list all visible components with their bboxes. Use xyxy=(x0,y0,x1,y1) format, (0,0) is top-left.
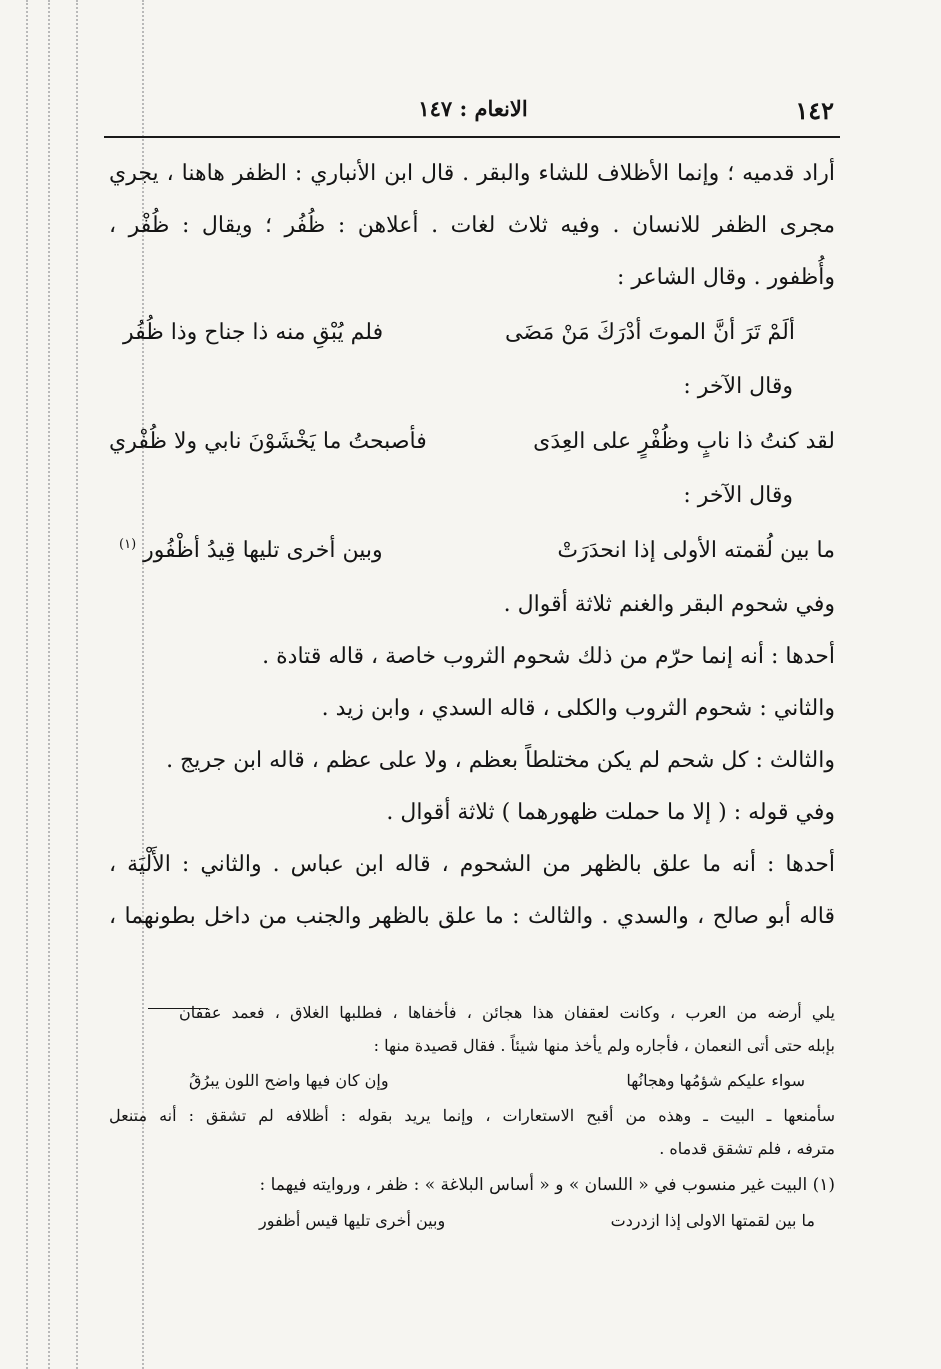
verse-first-hemistich: ألَمْ تَرَ أنَّ الموتَ أدْرَكَ مَنْ مَضَى xyxy=(505,320,795,345)
verse-line xyxy=(109,522,835,579)
scan-margin-dots xyxy=(76,0,78,1369)
text-line: أحدها : أنه إنما حرّم من ذلك شحوم الثروب خاصة ، قاله قتادة . xyxy=(262,644,835,669)
text-line: وفي شحوم البقر والغنم ثلاثة أقوال . xyxy=(503,592,835,617)
main-text xyxy=(109,148,835,943)
footnote-line: سأمنعها ـ البيت ـ وهذه من أقبح الاستعارات ، وإنما يريد بقوله : أظلافه لم تشقق : أنه متنعل xyxy=(109,1106,835,1125)
header-rule xyxy=(104,136,840,138)
text-line: وقال الآخر : xyxy=(683,483,793,508)
text-line: أحدها : أنه ما علق بالظهر من الشحوم ، قاله ابن عباس . والثاني : الأَلْيَة ، xyxy=(109,852,835,877)
footnote-verse xyxy=(109,1202,835,1239)
verse-first-hemistich: سواء عليكم شؤمُها وهجانُها xyxy=(626,1071,805,1090)
verse-second-hemistich: وبين أخرى تليها قيس أظفور xyxy=(259,1211,446,1230)
scan-margin-dots xyxy=(26,0,28,1369)
verse-line xyxy=(109,413,835,470)
footnote-line: مترفه ، فلم تشقق قدماه . xyxy=(659,1139,835,1158)
footnotes xyxy=(109,996,835,1239)
verse-second-hemistich: فلم يُبْقِ منه ذا جناح وذا ظُفُر xyxy=(123,320,384,345)
footnote-line: بإبله حتى أتى النعمان ، فأجاره ولم يأخذ منها شيئاً . فقال قصيدة منها : xyxy=(373,1036,835,1055)
text-line: وفي قوله : ( إلا ما حملت ظهورهما ) ثلاثة أقوال . xyxy=(386,800,835,825)
verse-first-hemistich: ما بين لُقمته الأولى إذا انحدَرَتْ xyxy=(557,538,835,563)
text-line: وقال الآخر : xyxy=(683,374,793,399)
verse-first-hemistich: لقد كنتُ ذا نابٍ وظُفْرٍ على العِدَى xyxy=(533,429,835,454)
page-header xyxy=(112,96,834,130)
footnote-verse xyxy=(109,1062,835,1099)
verse-second-hemistich xyxy=(119,522,383,579)
scan-margin-dots xyxy=(48,0,50,1369)
verse-first-hemistich: ما بين لقمتها الاولى إذا ازدردت xyxy=(610,1211,815,1230)
footnote-reference[interactable]: (١) xyxy=(119,537,137,552)
footnote-text: (١) البيت غير منسوب في « اللسان » و « أساس البلاغة » : ظفر ، وروايته فيهما : xyxy=(259,1175,835,1195)
verse-second-hemistich: وإن كان فيها واضح اللون يبرُقُ xyxy=(189,1071,389,1090)
text-line: وأُظفور . وقال الشاعر : xyxy=(617,265,835,290)
text-line: أراد قدميه ؛ وإنما الأظلاف للشاء والبقر . قال ابن الأنباري : الظفر هاهنا ، يجري xyxy=(109,161,835,186)
footnote-line: يلي أرضه من العرب ، وكانت لعقفان هذا هجائن ، فأخفاها ، فطلبها الغلاق ، فعمد عقفان xyxy=(179,1003,835,1022)
text-line: مجرى الظفر للانسان . وفيه ثلاث لغات . أعلاهن : ظُفُر ؛ ويقال : ظُفْر ، xyxy=(109,213,835,238)
verse-line xyxy=(109,304,835,361)
verse-second-hemistich-text: وبين أخرى تليها قِيدُ أظْفُور xyxy=(143,538,383,563)
text-line: والثاني : شحوم الثروب والكلى ، قاله السدي ، وابن زيد . xyxy=(321,696,835,721)
page-number: ١٤٢ xyxy=(795,96,834,125)
text-line: والثالث : كل شحم لم يكن مختلطاً بعظم ، ولا على عظم ، قاله ابن جريج . xyxy=(166,748,835,773)
running-title: الانعام : ١٤٧ xyxy=(418,96,528,121)
verse-second-hemistich: فأصبحتُ ما يَخْشَوْنَ نابي ولا ظُفْري xyxy=(109,429,427,454)
text-line: قاله أبو صالح ، والسدي . والثالث : ما علق بالظهر والجنب من داخل بطونهما ، xyxy=(109,904,835,929)
